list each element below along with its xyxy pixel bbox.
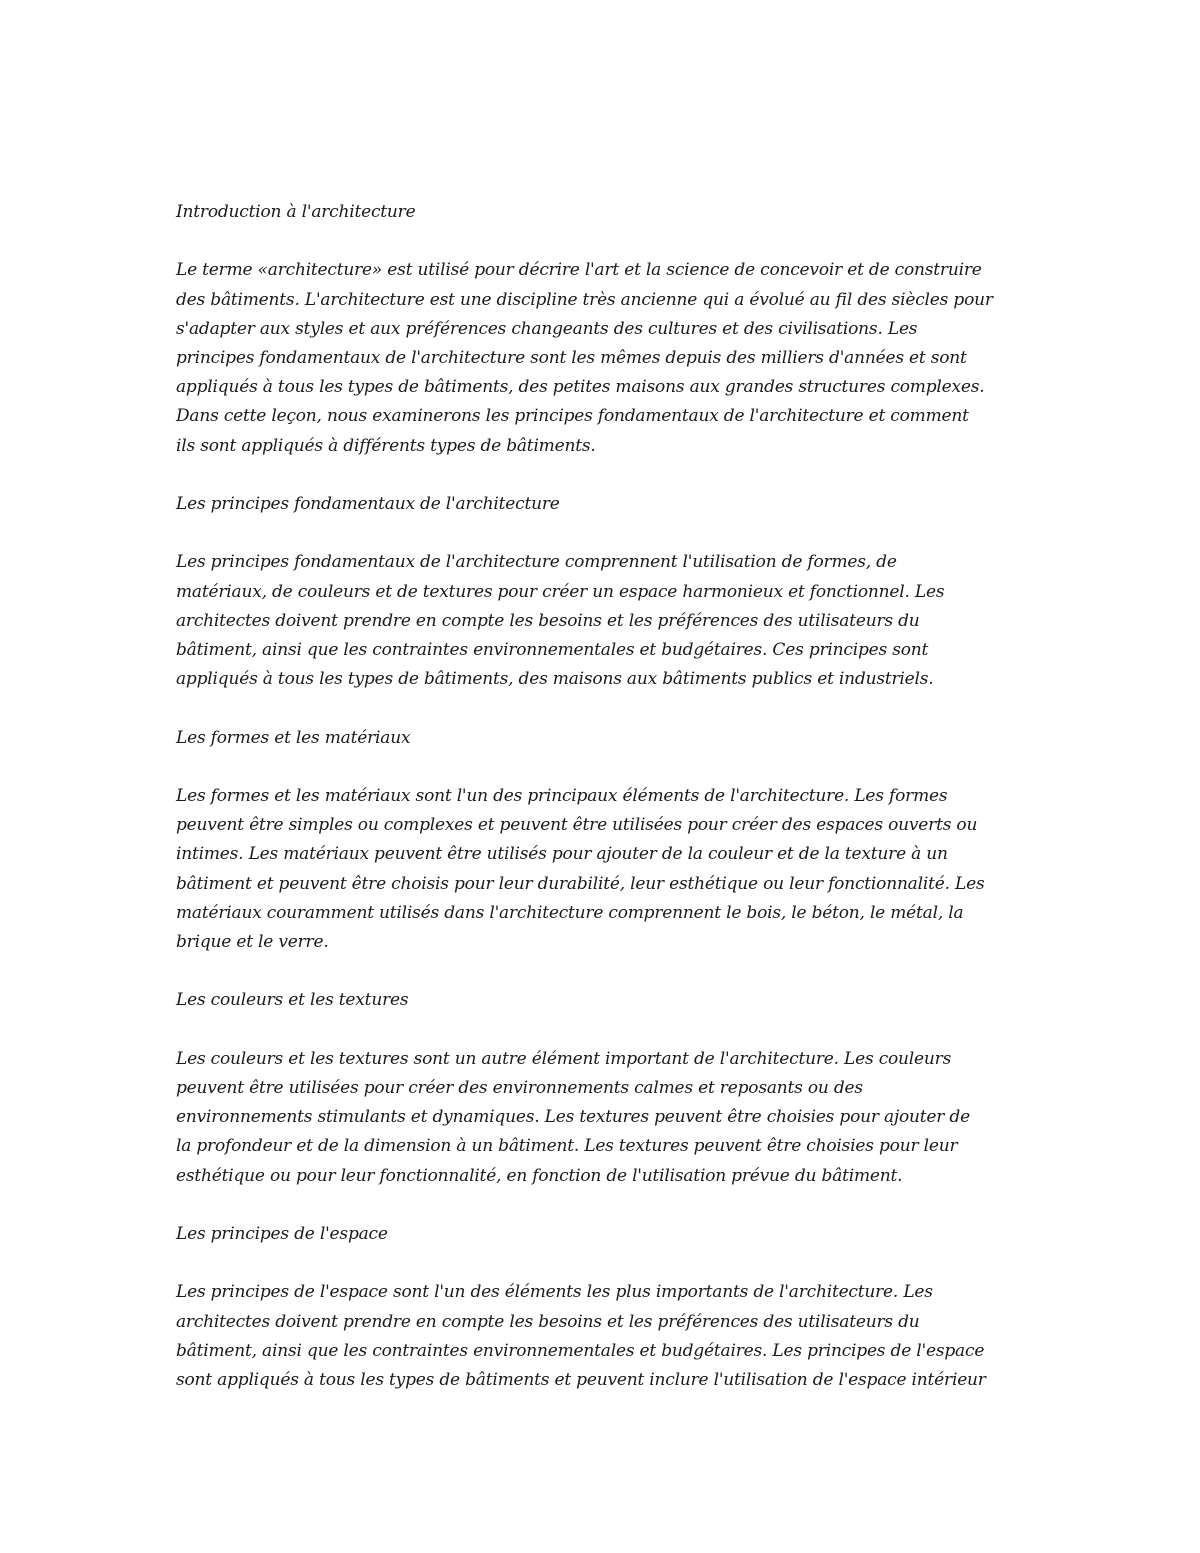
text-line: Les principes de l'espace sont l'un des éléments les plus importants de l'architecture. Les: [176, 1282, 933, 1303]
text-line: peuvent être utilisées pour créer des environnements calmes et reposants ou des: [176, 1077, 863, 1098]
paragraph: [176, 782, 1036, 957]
text-line: esthétique ou pour leur fonctionnalité, en fonction de l'utilisation prévue du bâtiment.: [176, 1165, 903, 1186]
text-line: Les formes et les matériaux sont l'un des principaux éléments de l'architecture. Les formes: [176, 785, 948, 806]
paragraph: [176, 256, 1036, 460]
text-line: Les principes fondamentaux de l'architecture: [176, 494, 560, 514]
text-line: Le terme «architecture» est utilisé pour décrire l'art et la science de concevoir et de construire: [176, 260, 982, 281]
section-heading: [176, 724, 1036, 753]
text-line: bâtiment et peuvent être choisis pour leur durabilité, leur esthétique ou leur fonctionnalité. Les: [176, 873, 985, 894]
text-line: Les couleurs et les textures sont un autre élément important de l'architecture. Les couleurs: [176, 1048, 952, 1069]
text-line: matériaux, de couleurs et de textures pour créer un espace harmonieux et fonctionnel. Les: [176, 581, 945, 602]
text-line: la profondeur et de la dimension à un bâtiment. Les textures peuvent être choisies pour leur: [176, 1136, 958, 1157]
section-heading: [176, 986, 1036, 1015]
text-line: des bâtiments. L'architecture est une discipline très ancienne qui a évolué au fil des siècles pour: [176, 289, 993, 310]
text-line: architectes doivent prendre en compte les besoins et les préférences des utilisateurs du: [176, 1311, 920, 1332]
section-heading: [176, 490, 1036, 519]
text-line: Introduction à l'architecture: [176, 202, 416, 222]
text-line: bâtiment, ainsi que les contraintes environnementales et budgétaires. Ces principes sont: [176, 640, 929, 660]
text-line: intimes. Les matériaux peuvent être utilisés pour ajouter de la couleur et de la texture à un: [176, 844, 948, 865]
section-heading: [176, 198, 1036, 227]
text-line: brique et le verre.: [176, 932, 329, 952]
text-line: appliqués à tous les types de bâtiments, des petites maisons aux grandes structures complexes.: [176, 377, 985, 398]
text-line: ils sont appliqués à différents types de bâtiments.: [176, 435, 596, 456]
paragraph: [176, 1278, 1036, 1395]
text-line: matériaux couramment utilisés dans l'architecture comprennent le bois, le béton, le métal, la: [176, 902, 964, 923]
text-line: s'adapter aux styles et aux préférences changeants des cultures et des civilisations. Les: [176, 318, 918, 339]
text-line: appliqués à tous les types de bâtiments, des maisons aux bâtiments publics et industriels.: [176, 669, 934, 690]
text-line: Les couleurs et les textures: [176, 990, 409, 1011]
text-line: Les formes et les matériaux: [176, 727, 411, 748]
section-heading: [176, 1220, 1036, 1249]
text-line: Les principes de l'espace: [176, 1223, 388, 1244]
text-line: architectes doivent prendre en compte les besoins et les préférences des utilisateurs du: [176, 610, 920, 631]
document-body: [176, 198, 1036, 1395]
text-line: peuvent être simples ou complexes et peuvent être utilisées pour créer des espaces ouverts ou: [176, 815, 978, 836]
text-line: Les principes fondamentaux de l'architecture comprennent l'utilisation de formes, de: [176, 552, 897, 573]
text-line: sont appliqués à tous les types de bâtiments et peuvent inclure l'utilisation de l'espace intérieur: [176, 1369, 986, 1390]
paragraph: [176, 548, 1036, 694]
text-line: bâtiment, ainsi que les contraintes environnementales et budgétaires. Les principes de l'espace: [176, 1340, 985, 1361]
paragraph: [176, 1045, 1036, 1191]
text-line: environnements stimulants et dynamiques. Les textures peuvent être choisies pour ajouter de: [176, 1107, 970, 1128]
text-line: Dans cette leçon, nous examinerons les principes fondamentaux de l'architecture et comment: [176, 406, 969, 427]
text-line: principes fondamentaux de l'architecture sont les mêmes depuis des milliers d'années et sont: [176, 348, 967, 368]
